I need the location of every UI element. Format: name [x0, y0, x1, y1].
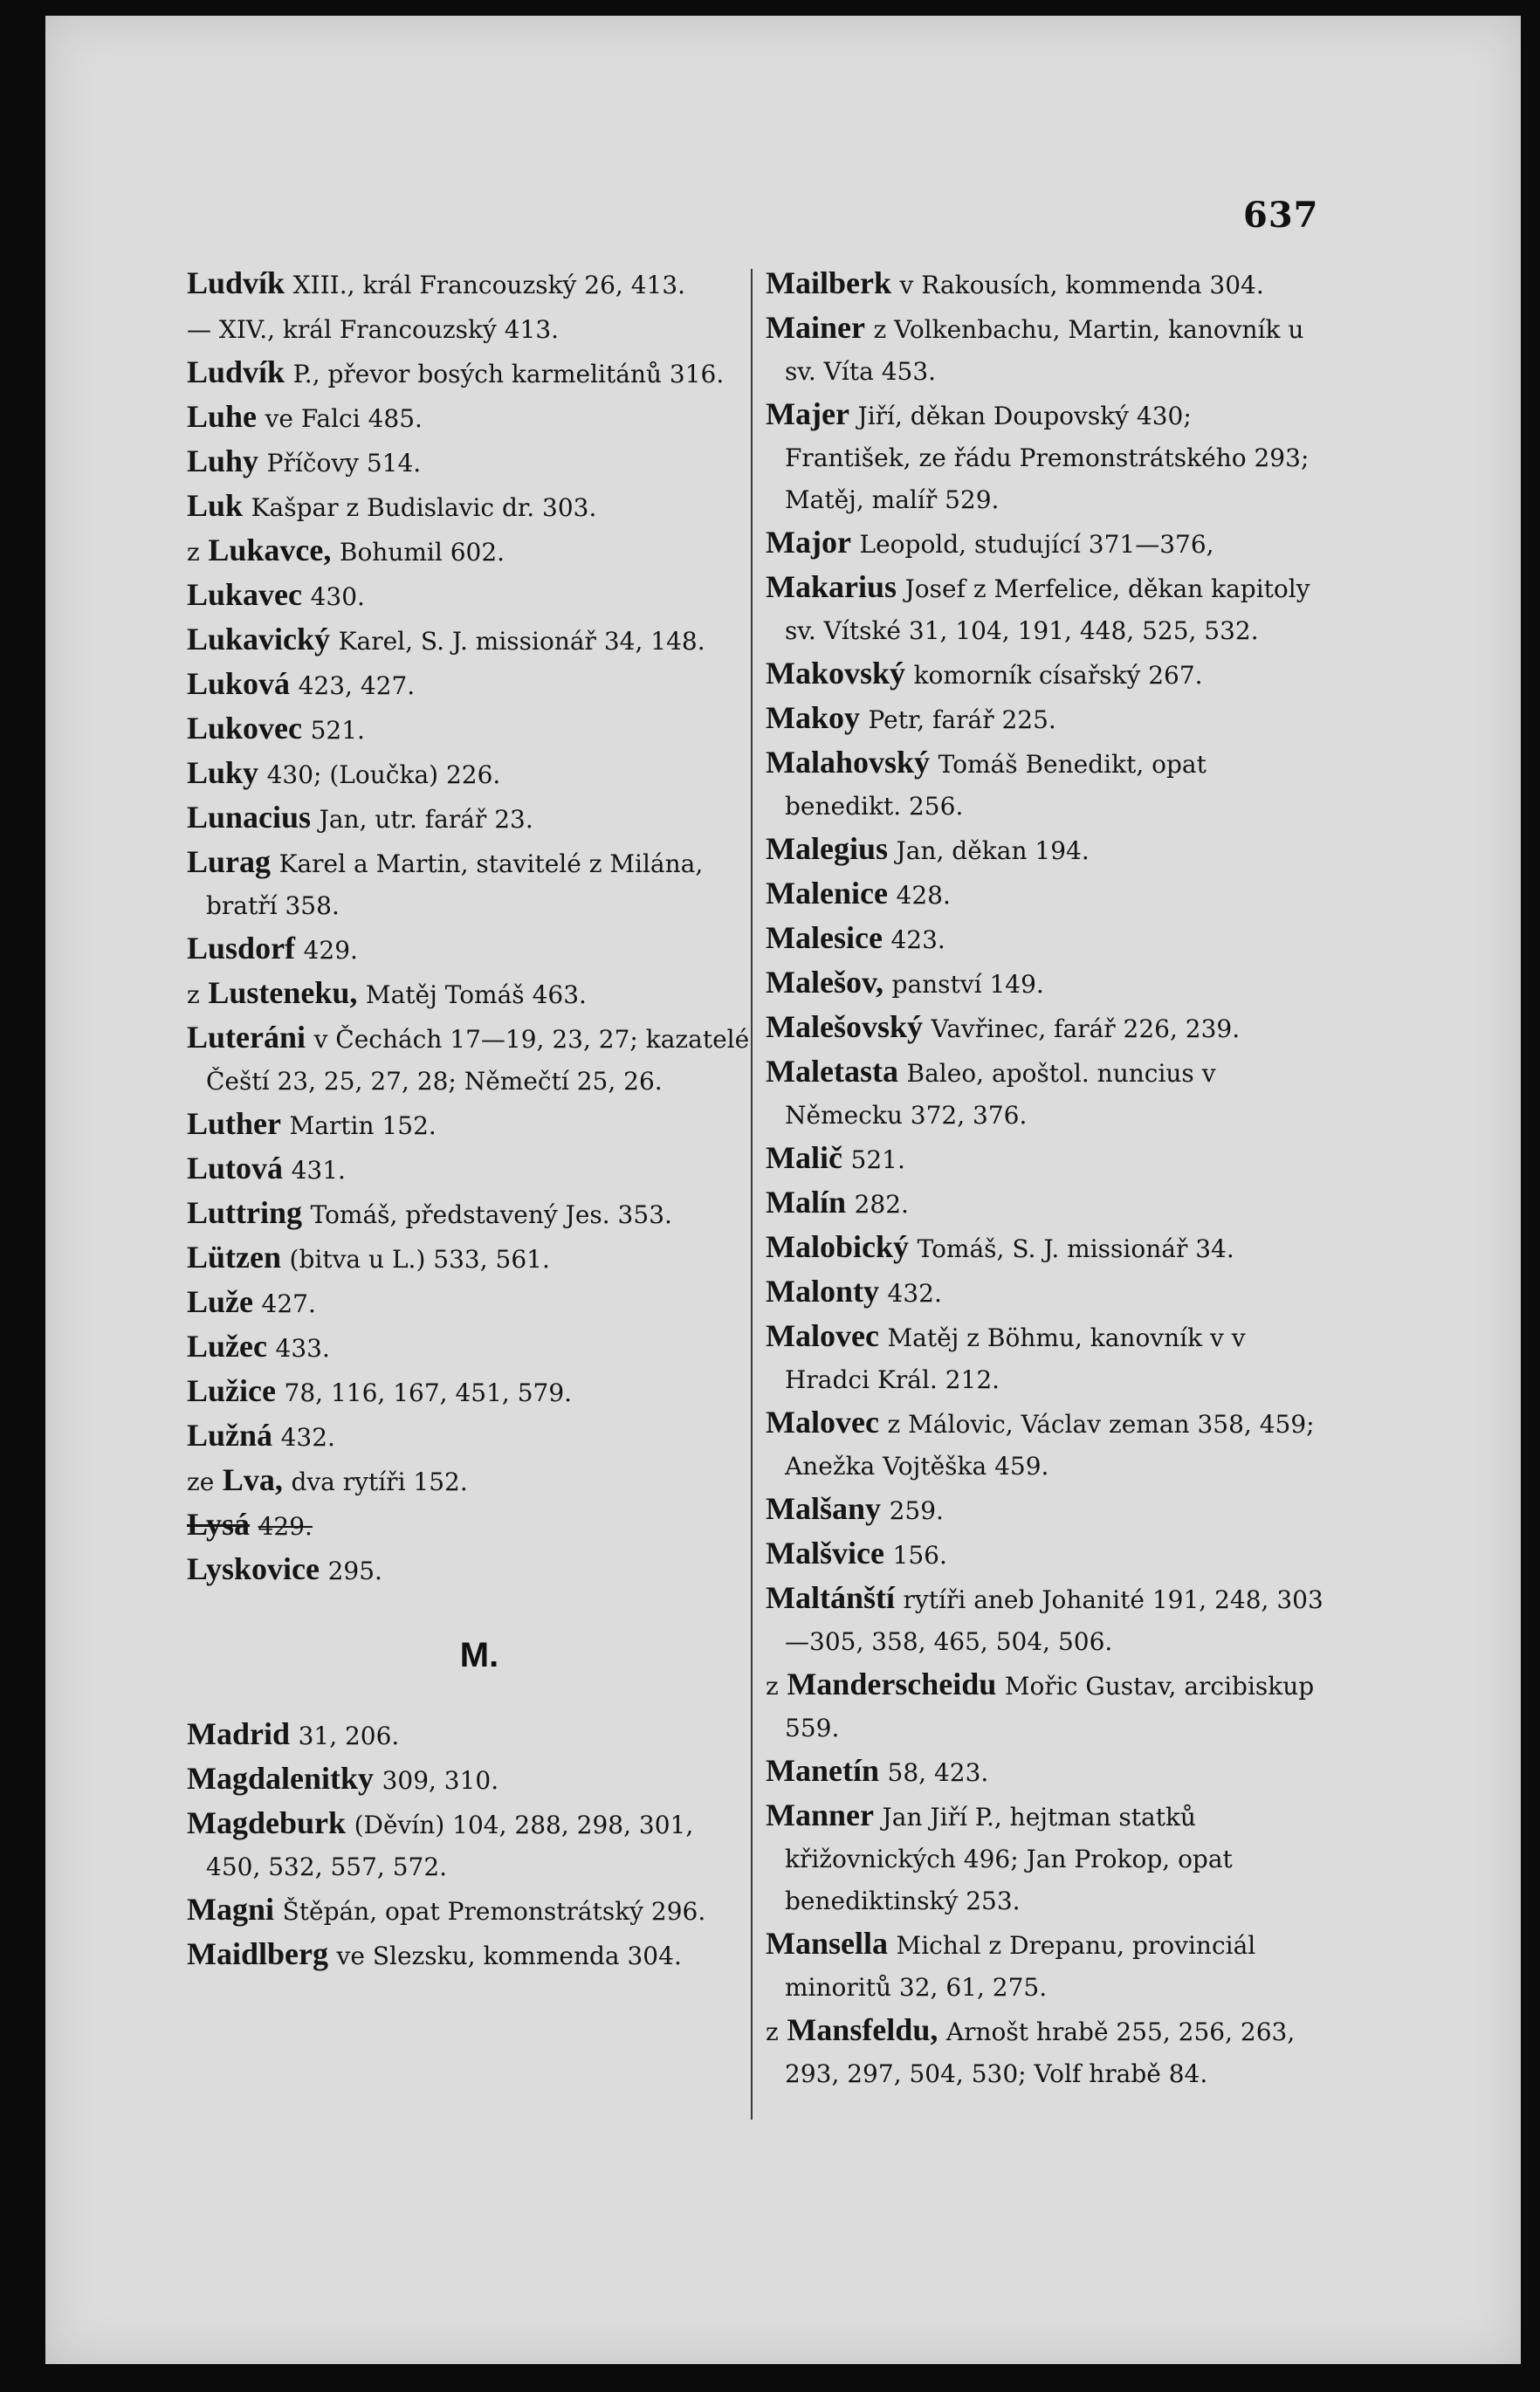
- entry-prefix: ze: [187, 1468, 215, 1496]
- index-entry: [766, 1050, 1324, 1137]
- index-entry: [766, 393, 1324, 521]
- entry-references: panství 149.: [891, 970, 1044, 999]
- entry-references: 429.: [258, 1512, 313, 1541]
- index-entry: [187, 1147, 754, 1192]
- index-entry: [187, 841, 754, 927]
- entry-references: komorník císařský 267.: [913, 661, 1203, 690]
- index-entry: [187, 529, 754, 574]
- index-entry: [766, 1226, 1324, 1270]
- entry-headword: Magni: [187, 1892, 275, 1927]
- index-entry: [187, 1713, 754, 1757]
- entry-headword: Maletasta: [766, 1054, 898, 1089]
- entry-headword: Malonty: [766, 1274, 879, 1309]
- right-column: [766, 262, 1324, 2095]
- entry-references: Petr, farář 225.: [868, 705, 1056, 734]
- index-entry: [766, 1270, 1324, 1315]
- index-entry: [766, 1401, 1324, 1488]
- entry-headword: Lutová: [187, 1151, 284, 1186]
- entry-references: Josef z Merfelice, děkan kapitoly sv. Vítské 31, 104, 191, 448, 525, 532.: [785, 574, 1310, 645]
- entry-headword: Malšvice: [766, 1536, 884, 1571]
- entry-headword: Lukavce,: [208, 533, 332, 567]
- entry-references: Michal z Drepanu, provinciál minoritů 32, 61, 275.: [785, 1931, 1256, 2002]
- entry-headword: Lunacius: [187, 800, 312, 835]
- entry-headword: Makarius: [766, 569, 897, 604]
- entry-references: Matěj z Böhmu, kanovník v v Hradci Král. 212.: [785, 1323, 1246, 1394]
- index-entry: [187, 1933, 754, 1977]
- entry-references: ve Slezsku, kommenda 304.: [336, 1942, 682, 1970]
- index-entry: [187, 927, 754, 972]
- index-entry: [187, 306, 754, 351]
- entry-headword: Lukovec: [187, 711, 303, 746]
- index-entry: [187, 1192, 754, 1236]
- entry-headword: Lysá: [187, 1507, 251, 1542]
- entry-references: Jan, utr. farář 23.: [319, 805, 533, 834]
- entry-references: Arnošt hrabě 255, 256, 263, 293, 297, 504, 530; Volf hrabě 84.: [785, 2017, 1296, 2088]
- index-entry: [766, 1577, 1324, 1663]
- entry-prefix: z: [187, 538, 200, 567]
- index-entry: [766, 1794, 1324, 1922]
- entry-references: 58, 423.: [887, 1758, 989, 1787]
- entry-references: Martin 152.: [289, 1111, 437, 1140]
- entry-headword: Malahovský: [766, 745, 931, 780]
- entry-headword: Mailberk: [766, 265, 891, 300]
- entry-references: rytíři aneb Johanité 191, 248, 303—305, 358, 465, 504, 506.: [785, 1585, 1323, 1656]
- index-entry: [187, 972, 754, 1016]
- index-entry: [187, 1370, 754, 1414]
- entry-references: 431.: [291, 1156, 346, 1185]
- left-column-entries-m: [187, 1713, 754, 1977]
- entry-prefix: z: [766, 2017, 779, 2046]
- entry-headword: Lukavický: [187, 622, 331, 656]
- entry-references: 295.: [327, 1557, 382, 1585]
- entry-headword: Luttring: [187, 1195, 303, 1230]
- entry-references: v Čechách 17—19, 23, 27; kazatelé Čeští 23, 25, 27, 28; Němečtí 25, 26.: [206, 1025, 750, 1096]
- index-entry: [187, 1757, 754, 1802]
- entry-references: 156.: [892, 1541, 947, 1570]
- index-entry: [766, 1006, 1324, 1050]
- index-entry: [187, 1414, 754, 1459]
- page-number: 637: [1243, 195, 1319, 236]
- entry-headword: Magdalenitky: [187, 1761, 375, 1796]
- entry-references: Karel, S. J. missionář 34, 148.: [338, 627, 705, 656]
- index-entry: [187, 1016, 754, 1103]
- left-column-entries-l: [187, 262, 754, 1592]
- entry-headword: Malesice: [766, 920, 883, 955]
- entry-headword: Maidlberg: [187, 1936, 328, 1971]
- index-entry: [187, 395, 754, 440]
- entry-references: Jiří, děkan Doupovský 430; František, ze řádu Premonstrátského 293; Matěj, malíř 529.: [785, 402, 1310, 514]
- entry-headword: Manner: [766, 1797, 874, 1832]
- entry-headword: Luk: [187, 488, 244, 523]
- entry-references: Jan Jiří P., hejtman statků křižovnických 496; Jan Prokop, opat benediktinský 253.: [785, 1803, 1233, 1915]
- entry-headword: Ludvík: [187, 265, 285, 300]
- entry-references: 427.: [261, 1289, 316, 1318]
- entry-headword: Lyskovice: [187, 1551, 320, 1586]
- entry-references: Štěpán, opat Premonstrátský 296.: [282, 1897, 706, 1926]
- entry-headword: Makovský: [766, 656, 906, 691]
- entry-references: 259.: [889, 1496, 944, 1525]
- index-entry: [766, 1181, 1324, 1226]
- entry-references: Kašpar z Budislavic dr. 303.: [251, 493, 597, 522]
- index-entry: [766, 1922, 1324, 2009]
- entry-references: (Děvín) 104, 288, 298, 301, 450, 532, 557, 572.: [206, 1811, 694, 1881]
- index-entry: [187, 351, 754, 395]
- entry-headword: Malovec: [766, 1405, 879, 1440]
- entry-headword: Lurag: [187, 844, 272, 879]
- right-column-entries: [766, 262, 1324, 2095]
- entry-references: Karel a Martin, stavitelé z Milána, bratří 358.: [206, 849, 704, 920]
- entry-references: 423, 427.: [298, 671, 416, 700]
- entry-references: P., převor bosých karmelitánů 316.: [292, 360, 725, 388]
- index-entry: [187, 574, 754, 618]
- entry-headword: Malenice: [766, 876, 888, 911]
- entry-references: dva rytíři 152.: [291, 1468, 468, 1496]
- entry-headword: Malešov,: [766, 965, 883, 1000]
- entry-references: 31, 206.: [298, 1722, 400, 1750]
- index-entry: [766, 1532, 1324, 1577]
- entry-headword: Luther: [187, 1106, 281, 1141]
- entry-headword: Lužice: [187, 1373, 276, 1408]
- entry-references: Tomáš, S. J. missionář 34.: [917, 1234, 1234, 1263]
- entry-headword: Manderscheidu: [787, 1667, 997, 1701]
- entry-headword: Malešovský: [766, 1009, 923, 1044]
- entry-references: ve Falci 485.: [265, 404, 423, 433]
- entry-headword: Malovec: [766, 1318, 879, 1353]
- index-entry: [187, 663, 754, 707]
- index-entry: [766, 872, 1324, 917]
- index-entry: [187, 1503, 754, 1548]
- entry-headword: Malšany: [766, 1491, 882, 1526]
- entry-headword: Luže: [187, 1284, 253, 1319]
- index-entry: [187, 618, 754, 663]
- entry-references: 282.: [854, 1190, 909, 1219]
- book-page: [45, 16, 1521, 2364]
- index-entry: [766, 697, 1324, 741]
- index-entry: [187, 707, 754, 752]
- index-entry: [187, 1103, 754, 1147]
- index-entry: [187, 262, 754, 306]
- entry-references: Matěj Tomáš 463.: [365, 980, 587, 1009]
- entry-headword: Luteráni: [187, 1020, 306, 1055]
- index-entry: [766, 262, 1324, 306]
- entry-headword: Luková: [187, 666, 291, 701]
- entry-references: 429.: [303, 936, 358, 965]
- entry-headword: Luky: [187, 755, 259, 790]
- entry-references: Leopold, studující 371—376,: [859, 530, 1214, 559]
- entry-references: 433.: [275, 1334, 330, 1363]
- entry-references: Jan, děkan 194.: [896, 836, 1090, 865]
- entry-headword: Magdeburk: [187, 1805, 347, 1840]
- index-entry: [766, 1315, 1324, 1401]
- entry-headword: Lva,: [222, 1462, 283, 1497]
- entry-headword: Luhy: [187, 443, 259, 478]
- entry-headword: Makoy: [766, 700, 860, 735]
- entry-references: (bitva u L.) 533, 561.: [289, 1245, 550, 1274]
- entry-references: 521.: [310, 716, 365, 745]
- entry-headword: Lützen: [187, 1240, 281, 1275]
- entry-references: Příčovy 514.: [266, 449, 422, 478]
- entry-headword: Lusteneku,: [208, 975, 358, 1010]
- index-entry: [187, 485, 754, 529]
- entry-headword: Maltánští: [766, 1580, 895, 1615]
- index-entry: [187, 752, 754, 796]
- entry-references: 430.: [310, 582, 365, 611]
- index-entry: [766, 961, 1324, 1006]
- entry-prefix: z: [766, 1672, 779, 1701]
- index-entry: [187, 1281, 754, 1325]
- entry-references: 432.: [280, 1423, 335, 1452]
- column-divider: [751, 269, 753, 2120]
- index-entry: [766, 566, 1324, 652]
- entry-references: 521.: [850, 1145, 905, 1174]
- entry-references: XIII., král Francouzský 26, 413.: [292, 271, 686, 299]
- index-entry: [187, 796, 754, 841]
- entry-references: 309, 310.: [382, 1766, 499, 1795]
- index-entry: [766, 917, 1324, 961]
- entry-references: Baleo, apoštol. nuncius v Německu 372, 376.: [785, 1059, 1216, 1130]
- index-entry: [187, 1888, 754, 1933]
- entry-headword: Majer: [766, 396, 849, 431]
- entry-headword: Manetín: [766, 1753, 879, 1788]
- entry-headword: Ludvík: [187, 354, 285, 389]
- index-entry: [766, 828, 1324, 872]
- entry-references: 430; (Loučka) 226.: [266, 760, 501, 789]
- entry-headword: Malegius: [766, 831, 888, 866]
- index-entry: [187, 1459, 754, 1503]
- entry-references: Vavřinec, farář 226, 239.: [931, 1014, 1241, 1043]
- index-entry: [766, 1488, 1324, 1532]
- index-entry: [187, 1548, 754, 1592]
- index-entry: [766, 1137, 1324, 1181]
- index-entry: [766, 1663, 1324, 1749]
- entry-headword: Lužná: [187, 1418, 273, 1453]
- entry-headword: Mansella: [766, 1926, 888, 1961]
- entry-prefix: z: [187, 980, 200, 1009]
- left-column: [187, 262, 754, 1977]
- index-entry: [187, 440, 754, 485]
- index-entry: [766, 521, 1324, 566]
- entry-references: 428.: [896, 881, 951, 910]
- index-entry: [766, 2009, 1324, 2095]
- entry-references: Bohumil 602.: [339, 538, 505, 567]
- index-entry: [766, 1749, 1324, 1794]
- entry-headword: Malobický: [766, 1229, 910, 1264]
- entry-headword: Lužec: [187, 1329, 267, 1364]
- entry-headword: Malín: [766, 1185, 847, 1220]
- entry-references: z Málovic, Václav zeman 358, 459; Anežka Vojtěška 459.: [785, 1410, 1315, 1481]
- index-entry: [187, 1802, 754, 1888]
- entry-references: 423.: [890, 925, 945, 954]
- section-letter: M.: [459, 1636, 499, 1674]
- index-entry: [187, 1236, 754, 1281]
- entry-references: Tomáš Benedikt, opat benedikt. 256.: [785, 750, 1207, 821]
- entry-headword: Luhe: [187, 399, 258, 434]
- entry-references: — XIV., král Francouzský 413.: [187, 315, 560, 344]
- index-entry: [766, 306, 1324, 393]
- entry-references: Mořic Gustav, arcibiskup 559.: [785, 1672, 1315, 1742]
- index-entry: [766, 741, 1324, 828]
- entry-references: 78, 116, 167, 451, 579.: [284, 1378, 573, 1407]
- entry-headword: Mansfeldu,: [787, 2012, 938, 2047]
- index-entry: [187, 1325, 754, 1370]
- entry-headword: Malič: [766, 1140, 842, 1175]
- entry-references: v Rakousích, kommenda 304.: [899, 271, 1264, 299]
- entry-headword: Lukavec: [187, 577, 303, 612]
- entry-headword: Mainer: [766, 310, 865, 345]
- entry-headword: Madrid: [187, 1716, 291, 1751]
- entry-headword: Major: [766, 525, 851, 560]
- index-entry: [766, 652, 1324, 697]
- entry-references: z Volkenbachu, Martin, kanovník u sv. Víta 453.: [785, 315, 1304, 386]
- entry-references: 432.: [887, 1279, 942, 1308]
- entry-references: Tomáš, představený Jes. 353.: [310, 1200, 672, 1229]
- entry-headword: Lusdorf: [187, 931, 296, 966]
